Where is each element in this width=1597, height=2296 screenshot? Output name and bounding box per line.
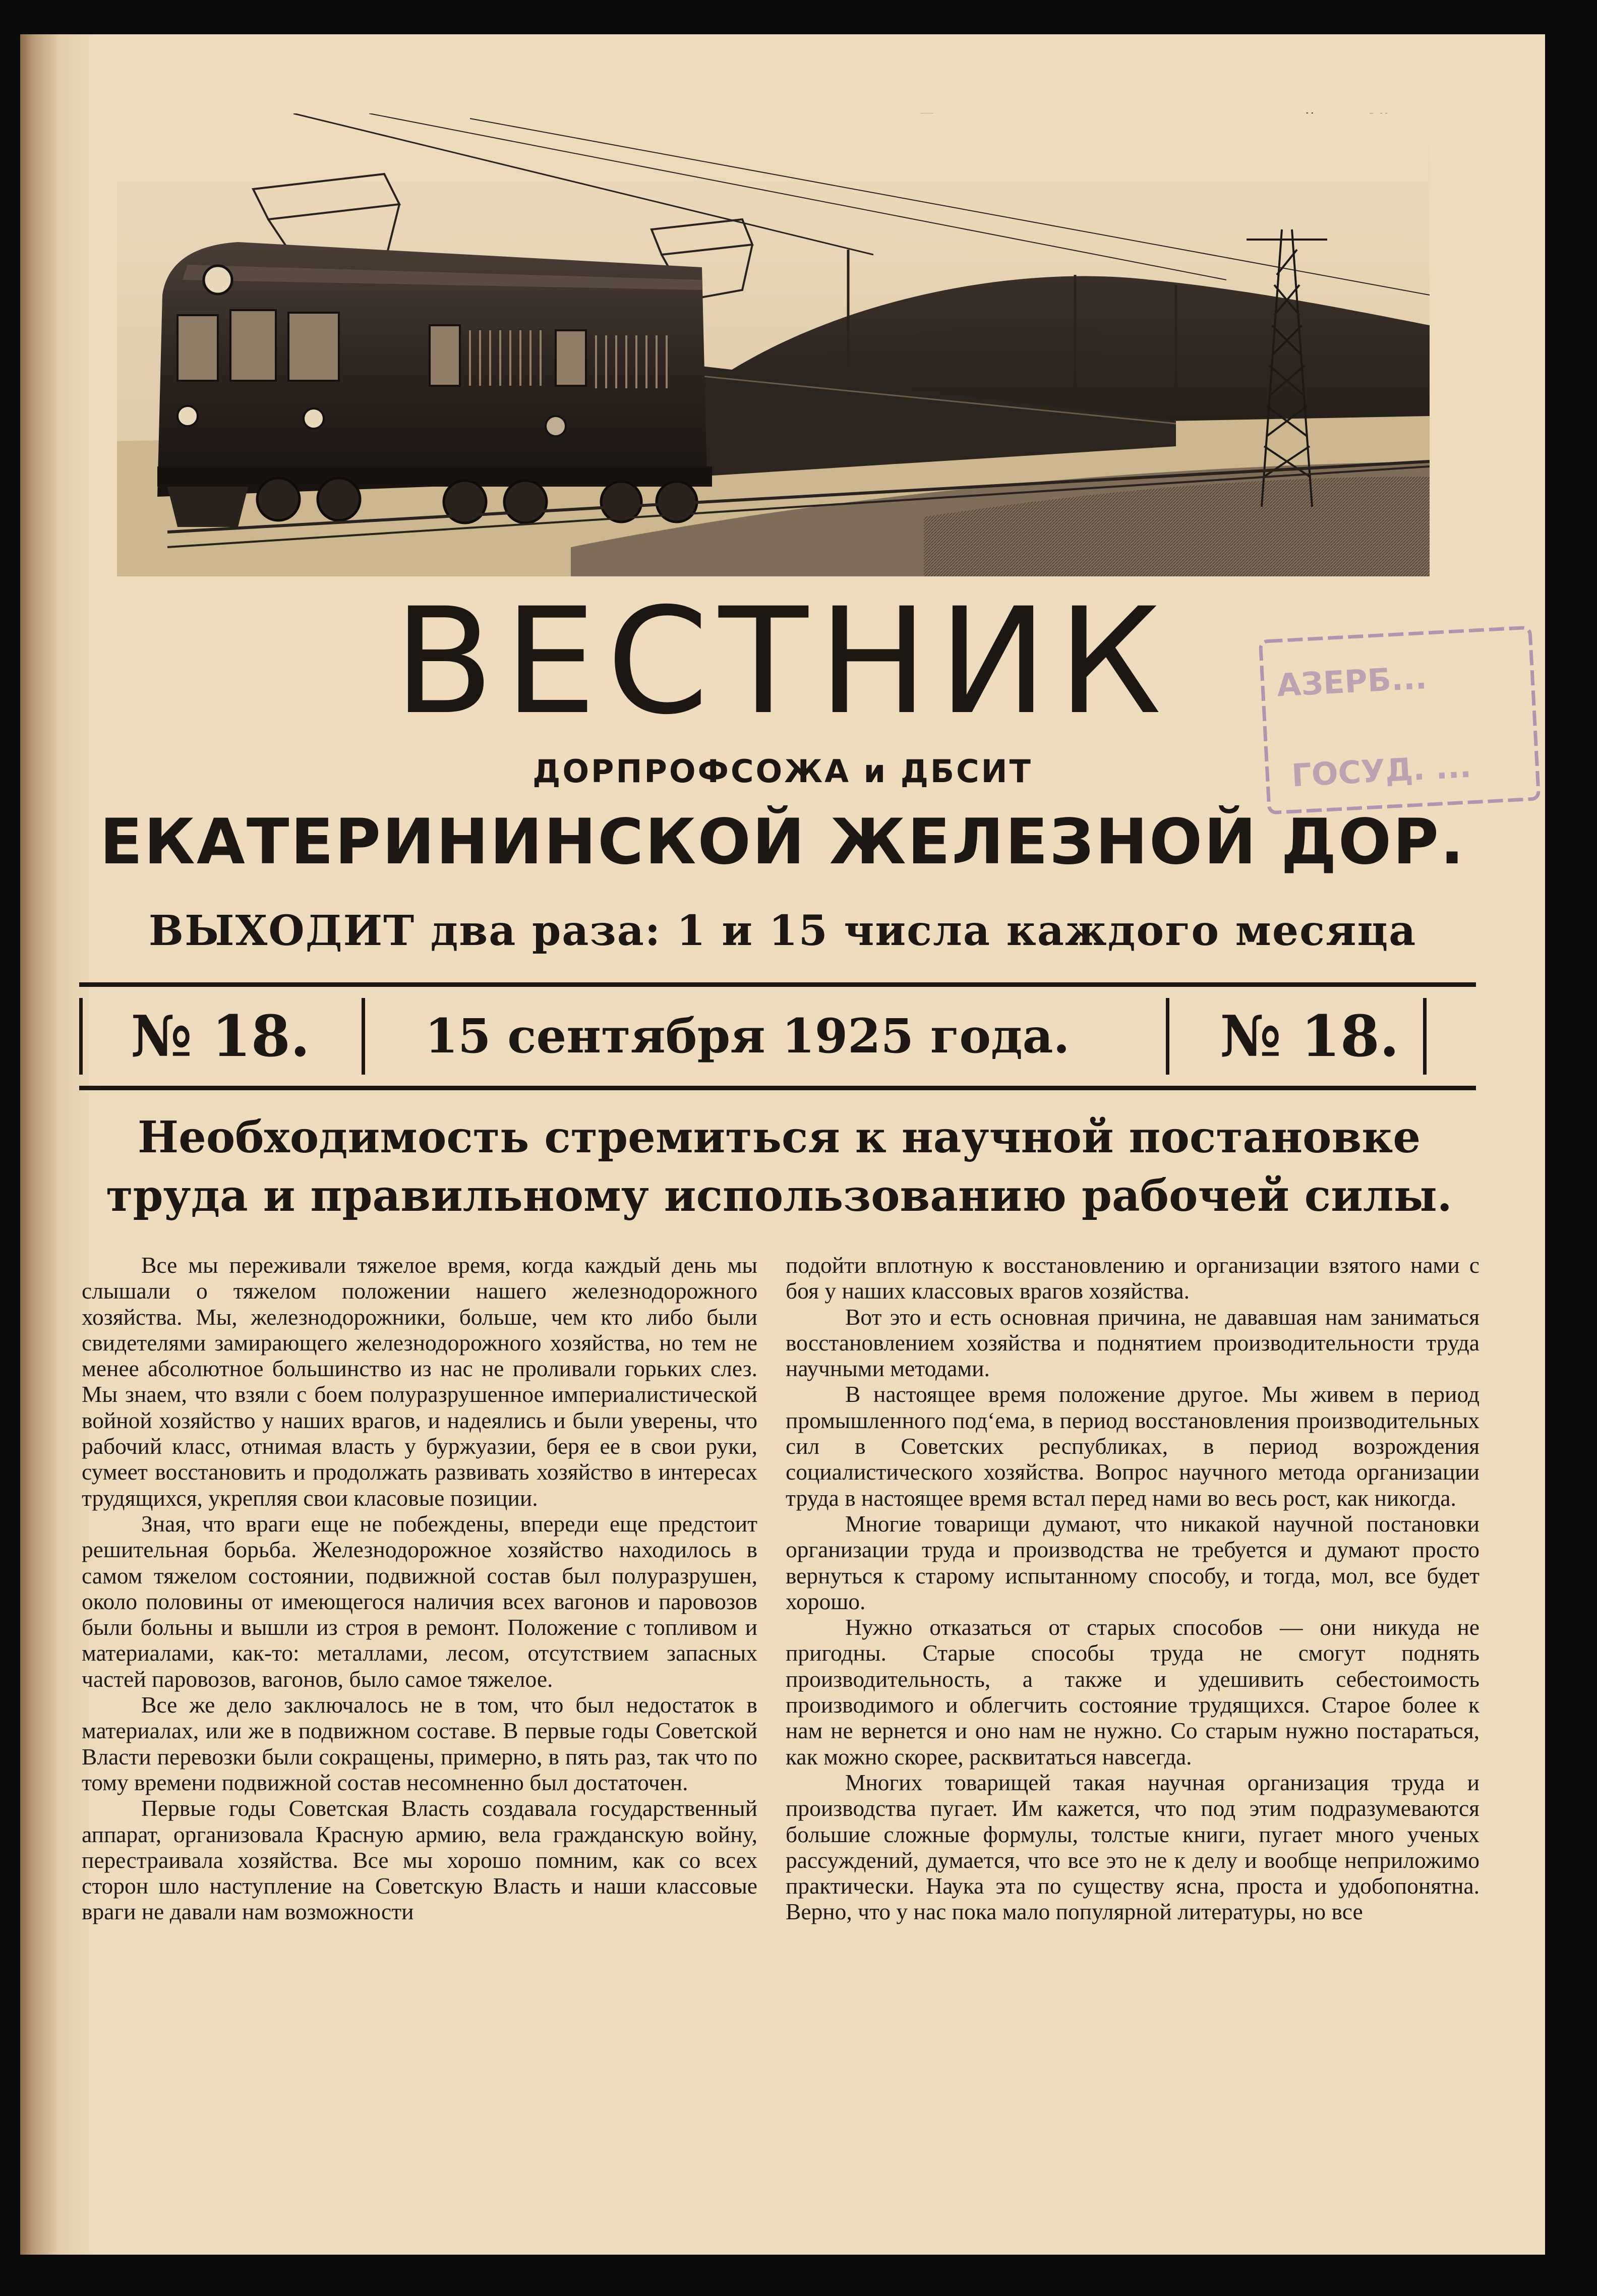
paragraph: Все же дело заключалось не в том, что был недостаток в материалах, или же в подвижном составе. В первые годы Советской Власти перевозки были сокращены, примерно, в пять раз, так что по тому времени подвижной состав несомненно был достаточен. [82,1692,757,1795]
issue-date: 15 сентября 1925 года. [425,1009,1070,1064]
paragraph: Все мы переживали тяжелое время, когда каждый день мы слышали о тяжелом положении нашего железнодорожного хозяйства. Мы, железнодорожники, больше, чем кто либо были свидетелями замирающего железнодорожного хозяйства, но тем не менее абсолютное большинство из нас не проливали горьких слез. Мы знаем, что взяли с боем полуразрушенное империалистической войной хозяйство у наших врагов, и надеялись и были уверены, что рабочий класс, отнимая власть у буржуазии, беря ее в свои руки, сумеет восстановить и продолжать развивать хозяйство в интересах трудящихся, укрепляя свои класовые позиции. [82,1252,757,1511]
issue-number-left: № 18. [131,1003,310,1070]
paragraph: Многие товарищи думают, что никакой научной постановки организации труда и производства не требуется и думают просто вернуться к старому испытанному способу, и тогда, мол, все будет хорошо. [786,1510,1480,1614]
divider [1423,998,1427,1075]
issue-number-right: № 18. [1220,1003,1399,1070]
publication-schedule: ВЫХОДИТ два раза: 1 и 15 числа каждого месяца [148,907,1417,955]
newspaper-page [20,34,1545,2255]
masthead-title: ВЕСТНИК [393,577,1172,747]
paragraph: Вот это и есть основная причина, не дававшая нам заниматься восстановлением хозяйства и поднятием производительности труда научными методами. [786,1304,1480,1382]
article-column-right [786,1252,1480,2145]
article-headline: Необходимость стремиться к научной постановке труда и правильному использованию рабочей силы. [106,1112,1452,1222]
masthead-railway: ЕКАТЕРИНИНСКОЙ ЖЕЛЕЗНОЙ ДОР. [99,806,1466,878]
paragraph: Первые годы Советская Власть создавала государственный аппарат, организовала Красную армию, вела гражданскую войну, перестраивала хозяйства. Все мы хорошо помним, как со всех сторон шло наступление на Советскую Власть и наши классовые враги не давали нам возможности [82,1795,757,1925]
paragraph: В настоящее время положение другое. Мы живем в период промышленного под‘ема, в период восстановления производительных сил в Советских республиках, в период возрождения социалистического хозяйства. Вопрос научного метода организации труда в настоящее время встал перед нами во весь рост, как никогда. [786,1381,1480,1511]
locomotive-illustration [117,113,1430,576]
paragraph: Зная, что враги еще не побеждены, впереди еще предстоит решительная борьба. Железнодорожное хозяйство находилось в самом тяжелом состоянии, подвижной состав был полуразрушен, около половины от имеющегося наличия всех вагонов и паровозов были больны и вышли из строя в ремонт. Положение с топливом и материалами, как-то: металлами, лесом, отсутствием запасных частей паровозов, вагонов, было самое тяжелое. [82,1510,757,1692]
paragraph-continuation: подойти вплотную к восстановлению и организации взятого нами с боя у наших классовых врагов хозяйства. [786,1252,1480,1304]
library-stamp [1259,624,1541,816]
stamp-line-1: АЗЕРБ... [1276,659,1428,704]
issue-bar [79,982,1476,1090]
paragraph: Нужно отказаться от старых способов — они никуда не пригодны. Старые способы труда не смогут поднять производительность, а также и удешивить себестоимость производимого и облегчить состояние трудящихся. Старое более к нам не вернется и оно нам не нужно. Со старым нужно постараться, как можно скорее, расквитаться навсегда. [786,1614,1480,1770]
paragraph: Многих товарищей такая научная организация труда и производства пугает. Им кажется, что под этим подразумеваются большие сложные формулы, толстые книги, пугает много ученых рассуждений, думается, что все это не к делу и вообще неприложимо практически. Наука эта по существу ясна, проста и удобопонятна. Верно, что у нас пока мало популярной литературы, но все [786,1769,1480,1925]
stamp-line-2: ГОСУД. ... [1290,747,1472,794]
masthead-publisher: ДОРПРОФСОЖА и ДБСИТ [533,753,1033,790]
article-column-left [82,1252,757,2145]
